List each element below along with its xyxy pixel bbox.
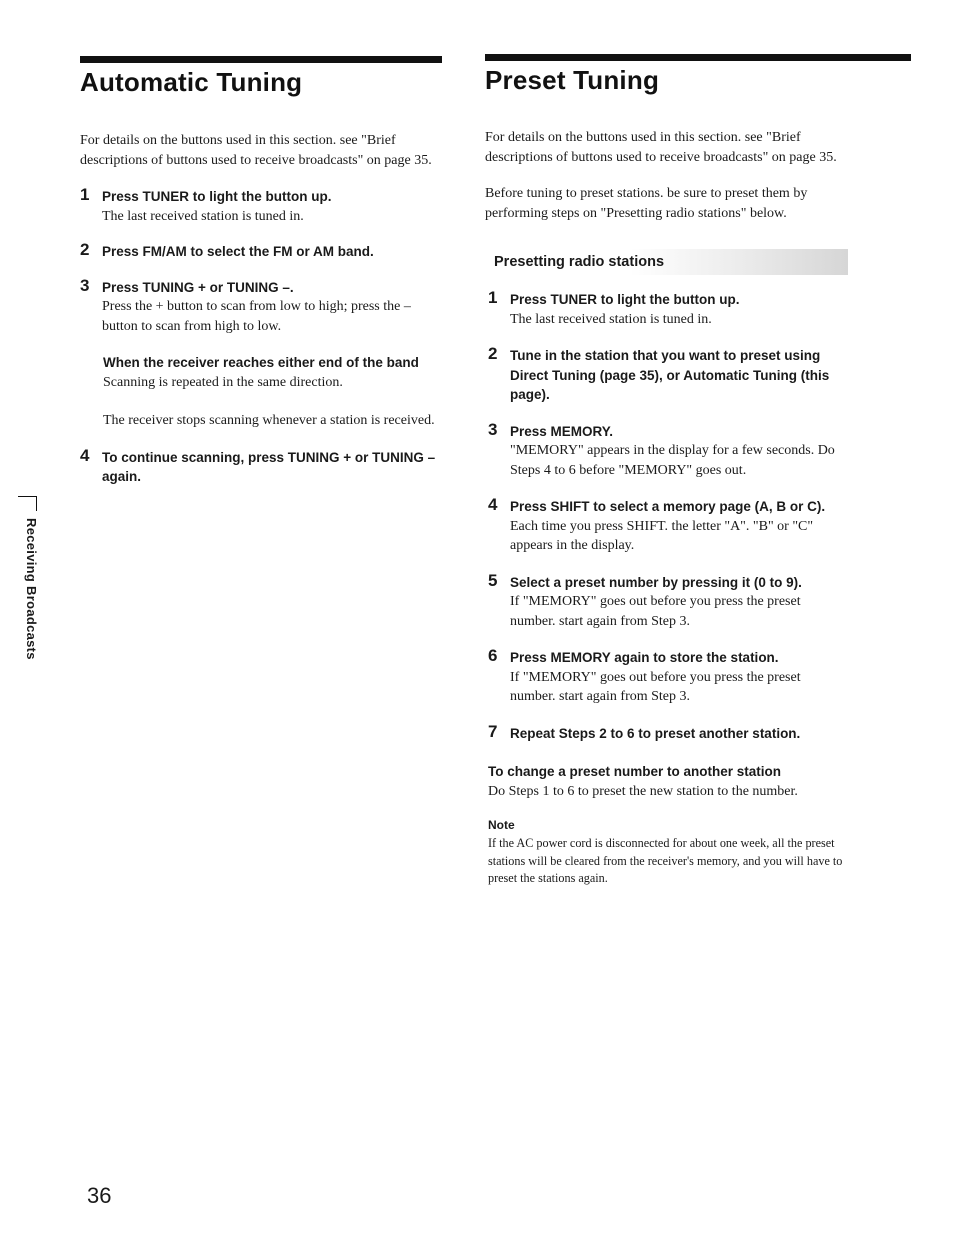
step-heading: To continue scanning, press TUNING + or TUNING – again. [102, 449, 436, 484]
step-3 [488, 419, 848, 481]
step-heading: Press TUNING + or TUNING –. [102, 279, 294, 295]
step-number: 1 [488, 288, 498, 307]
side-tab-label: Receiving Broadcasts [24, 518, 39, 660]
step-1 [80, 187, 442, 226]
right-column [485, 54, 911, 888]
step-number: 2 [80, 240, 90, 259]
subsection-text-2: The receiver stops scanning whenever a station is received. [103, 413, 435, 428]
left-column [80, 56, 442, 487]
step-number: 1 [80, 185, 90, 204]
intro-text: For details on the buttons used in this section. see "Brief descriptions of buttons used to receive broadcasts" on page 35. [485, 130, 837, 165]
section-rule [485, 54, 911, 61]
change-preset-subsection [485, 762, 848, 801]
step-3 [80, 275, 442, 337]
section-rule [80, 56, 442, 63]
side-tab-marker [18, 496, 37, 511]
step-number: 3 [80, 275, 90, 295]
banner-title: Presetting radio stations [494, 254, 665, 270]
step-heading: Repeat Steps 2 to 6 to preset another station. [510, 725, 801, 741]
step-5 [488, 570, 848, 632]
preset-steps [485, 290, 848, 743]
subsection-text: Scanning is repeated in the same direction. [103, 374, 343, 390]
subsection-text: Do Steps 1 to 6 to preset the new station to the number. [488, 783, 798, 799]
subsection-heading: When the receiver reaches either end of the band [103, 355, 419, 370]
step-text: "MEMORY" appears in the display for a few seconds. Do Steps 4 to 6 before "MEMORY" goes out. [510, 443, 835, 478]
step-7 [488, 721, 848, 744]
step-6 [488, 648, 848, 707]
step-1 [488, 290, 848, 329]
step-heading: Press TUNER to light the button up. [510, 292, 740, 307]
step-number: 6 [488, 646, 498, 665]
step-heading: Press SHIFT to select a memory page (A, B or C). [510, 499, 826, 514]
step-4 [80, 445, 442, 487]
presetting-banner [485, 249, 848, 275]
step-number: 4 [488, 495, 498, 514]
step-number: 7 [488, 721, 498, 741]
step-text: If "MEMORY" goes out before you press the preset number. start again from Step 3. [510, 669, 801, 704]
section-title-preset-tuning: Preset Tuning [485, 65, 660, 95]
step-number: 4 [80, 445, 90, 465]
note-text: If the AC power cord is disconnected for about one week, all the preset stations will be cleared from the receiver's memory, and you will have to preset the stations again. [488, 836, 843, 885]
intro-text: For details on the buttons used in this section. see "Brief descriptions of buttons used to receive broadcasts" on page 35. [80, 133, 432, 168]
step-heading: Press FM/AM to select the FM or AM band. [102, 244, 374, 259]
step-number: 3 [488, 419, 498, 439]
step-number: 2 [488, 344, 498, 363]
step-text: Each time you press SHIFT. the letter "A". "B" or "C" appears in the display. [510, 518, 814, 553]
step-heading: Press MEMORY again to store the station. [510, 650, 779, 665]
step-heading: Press MEMORY. [510, 423, 614, 439]
step-heading: Select a preset number by pressing it (0 to 9). [510, 574, 802, 590]
page-number: 36 [87, 1183, 112, 1208]
band-end-subsection [80, 353, 442, 431]
section-title-automatic-tuning: Automatic Tuning [80, 67, 303, 97]
step-text: Press the + button to scan from low to high; press the – button to scan from high to low. [102, 299, 411, 334]
step-text: If "MEMORY" goes out before you press the preset number. start again from Step 3. [510, 594, 801, 629]
step-number: 5 [488, 570, 498, 590]
step-text: The last received station is tuned in. [102, 208, 304, 224]
step-4 [488, 497, 848, 556]
step-2 [488, 346, 848, 405]
note-heading: Note [488, 818, 515, 832]
step-heading: Press TUNER to light the button up. [102, 189, 332, 204]
intro-text-2: Before tuning to preset stations. be sure to preset them by performing steps on "Presetting radio stations" below. [485, 186, 808, 221]
step-heading: Tune in the station that you want to preset using Direct Tuning (page 35), or Automatic Tuning (this page). [510, 348, 830, 402]
note-block [485, 818, 848, 888]
step-2 [80, 242, 442, 262]
step-text: The last received station is tuned in. [510, 311, 712, 327]
subsection-heading: To change a preset number to another station [488, 764, 782, 779]
